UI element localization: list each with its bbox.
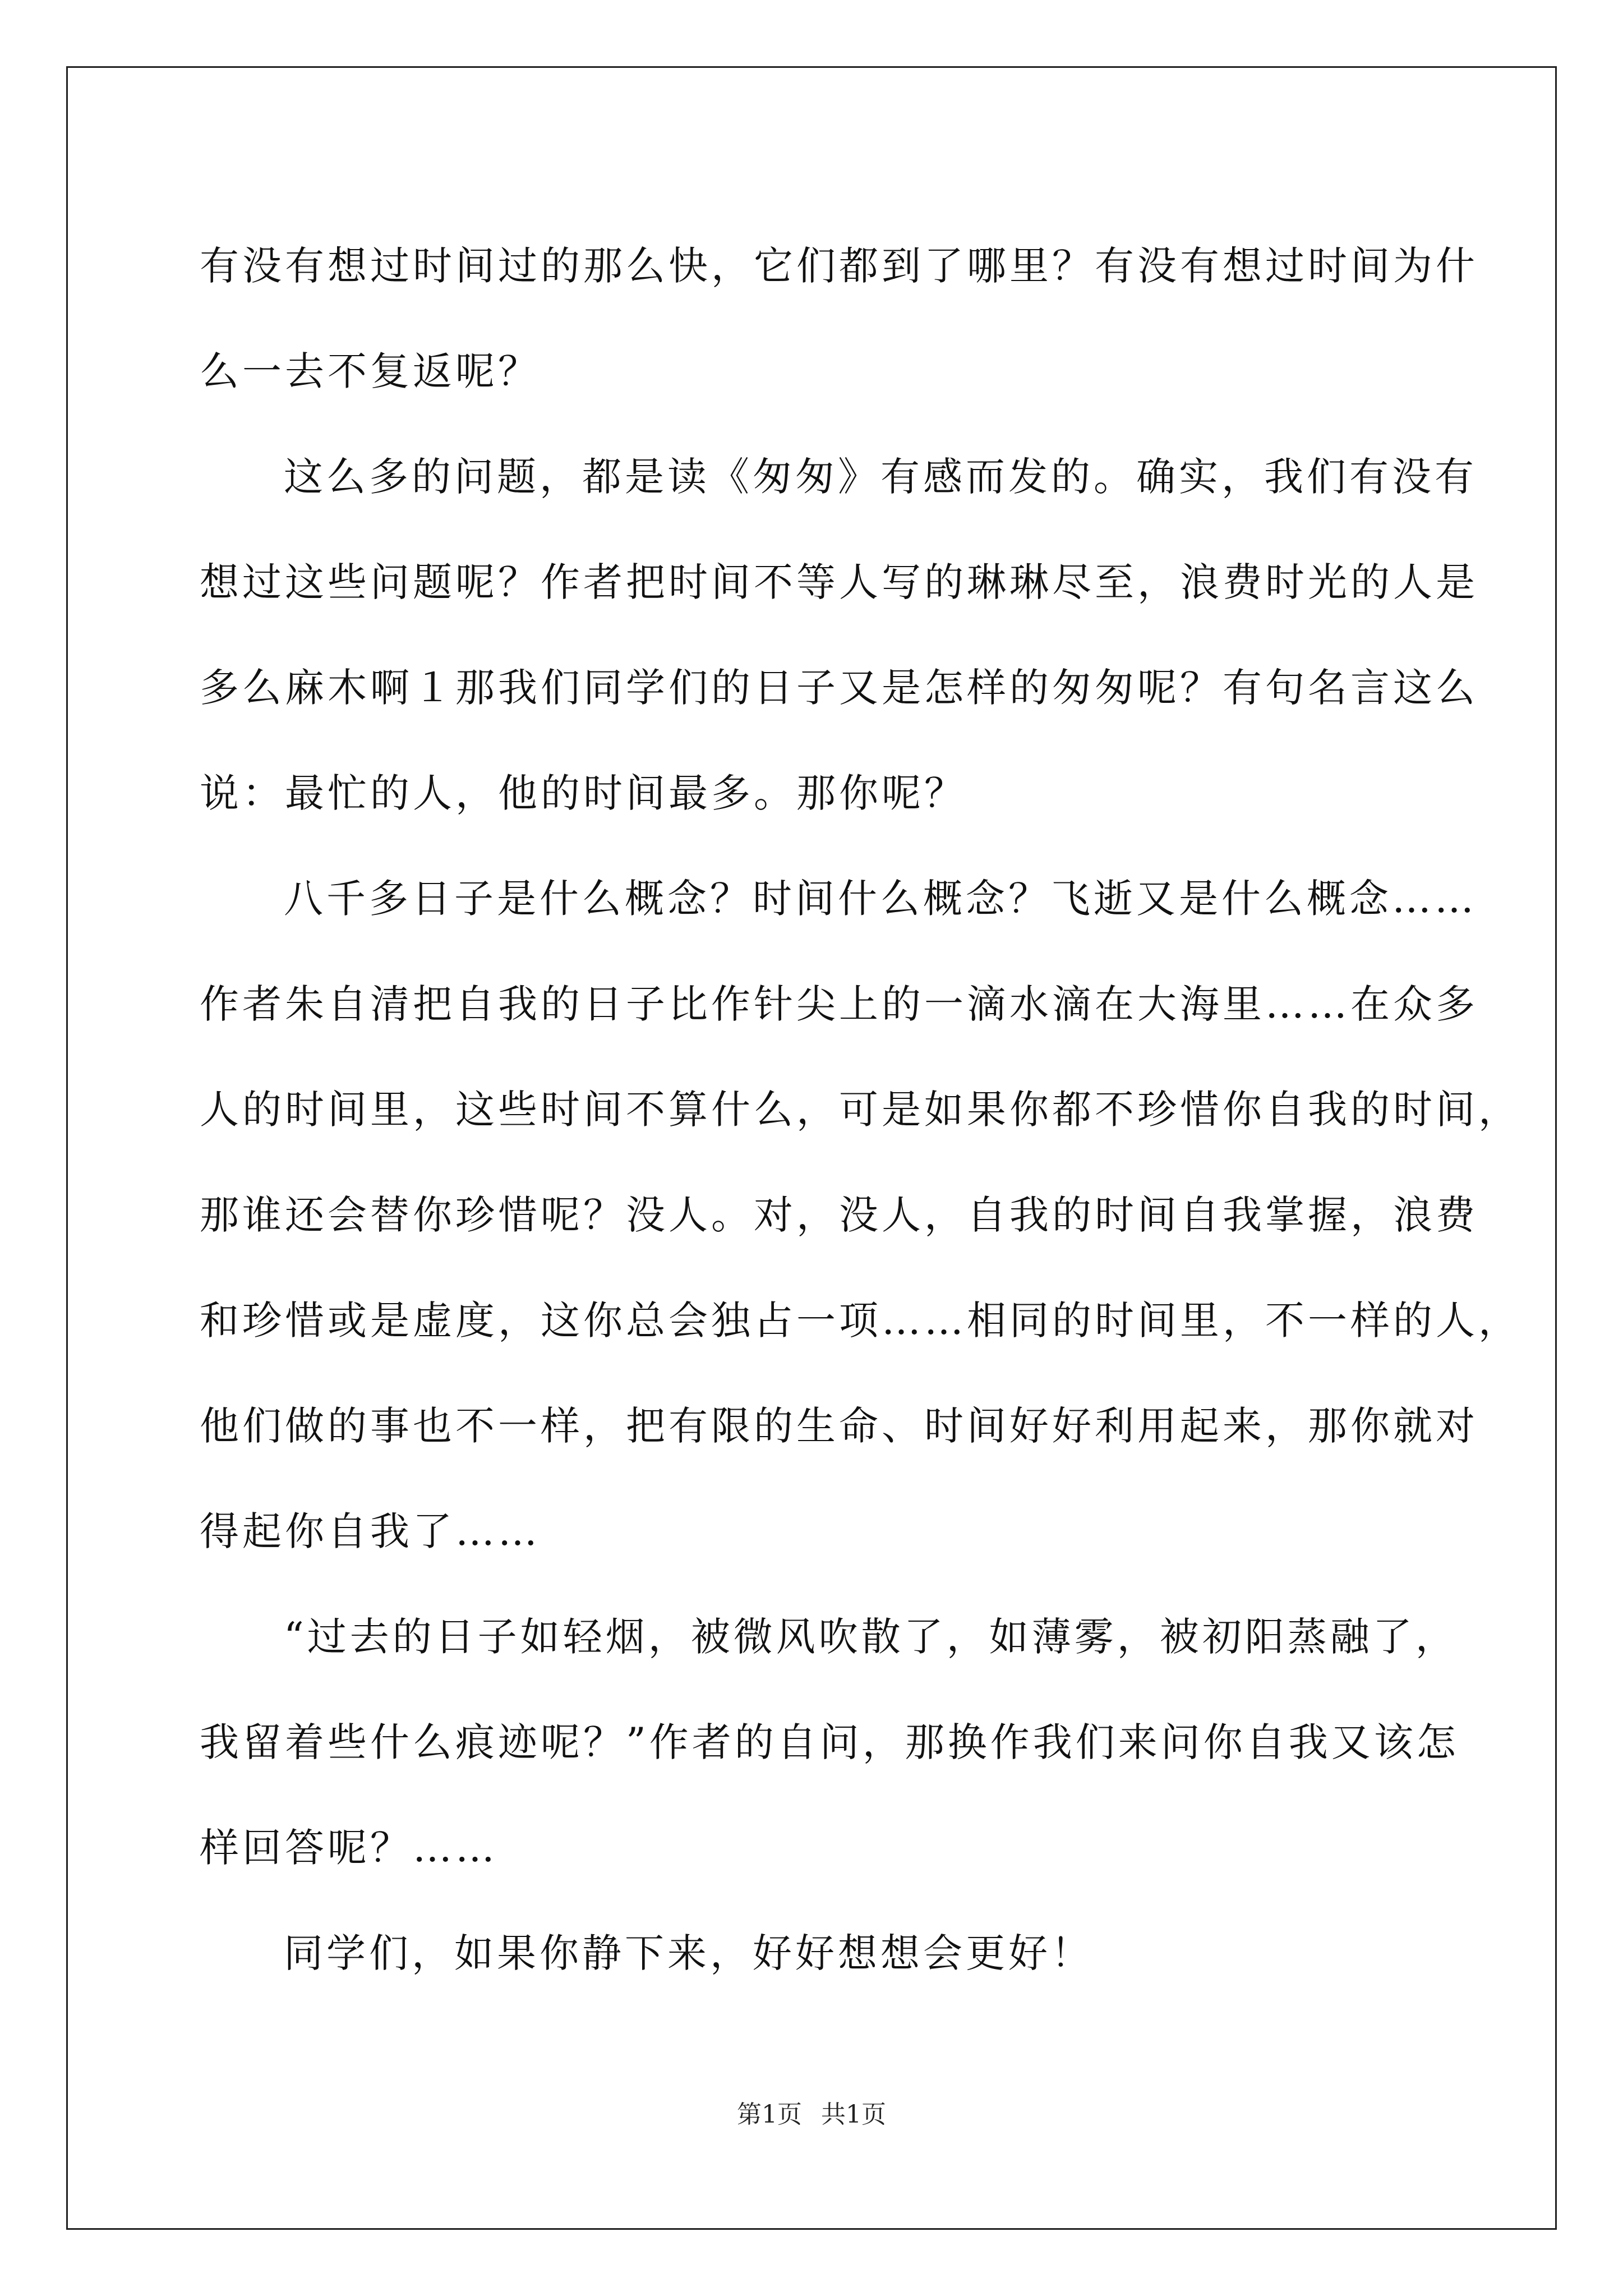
- page-total: 共1页: [821, 2100, 886, 2129]
- text-line: 我留着些什么痕迹呢？”作者的自问，那换作我们来问你自我又该怎: [200, 1719, 1459, 1765]
- text-line: 同学们，如果你静下来，好好想想会更好！: [284, 1930, 1094, 1976]
- paragraph-5: [200, 1901, 1473, 2006]
- text-line: 得起你自我了……: [200, 1508, 541, 1554]
- paragraph-3: [200, 846, 1521, 1584]
- page-number: 第1页: [737, 2100, 802, 2129]
- text-line: 有没有想过时间过的那么快，它们都到了哪里？有没有想过时间为什: [200, 243, 1478, 289]
- text-line: “过去的日子如轻烟，被微风吹散了，如薄雾，被初阳蒸融了，: [284, 1614, 1458, 1660]
- document-body: [200, 213, 1521, 2006]
- text-line: 想过这些问题呢？作者把时间不等人写的琳琳尽至，浪费时光的人是: [200, 559, 1478, 605]
- text-line: 和珍惜或是虚度，这你总会独占一项……相同的时间里，不一样的人，: [200, 1297, 1521, 1343]
- text-line: 作者朱自清把自我的日子比作针尖上的一滴水滴在大海里……在众多: [200, 981, 1478, 1027]
- text-line: 他们做的事也不一样，把有限的生命、时间好好利用起来，那你就对: [200, 1403, 1478, 1449]
- text-line: 么一去不复返呢？: [200, 348, 541, 394]
- paragraph-4: [200, 1584, 1473, 1901]
- text-line: 八千多日子是什么概念？时间什么概念？飞逝又是什么概念……: [284, 876, 1477, 922]
- text-line: 样回答呢？……: [200, 1825, 498, 1871]
- paragraph-1: [200, 213, 1478, 424]
- text-line: 多么麻木啊１那我们同学们的日子又是怎样的匆匆呢？有句名言这么: [200, 665, 1478, 711]
- text-line: 那谁还会替你珍惜呢？没人。对，没人，自我的时间自我掌握，浪费: [200, 1192, 1478, 1238]
- text-line: 这么多的问题，都是读《匆匆》有感而发的。确实，我们有没有: [284, 454, 1477, 500]
- page-footer: [0, 2098, 1623, 2132]
- text-line: 人的时间里，这些时间不算什么，可是如果你都不珍惜你自我的时间，: [200, 1087, 1521, 1133]
- text-line: 说：最忙的人，他的时间最多。那你呢？: [200, 770, 967, 816]
- paragraph-2: [200, 424, 1478, 846]
